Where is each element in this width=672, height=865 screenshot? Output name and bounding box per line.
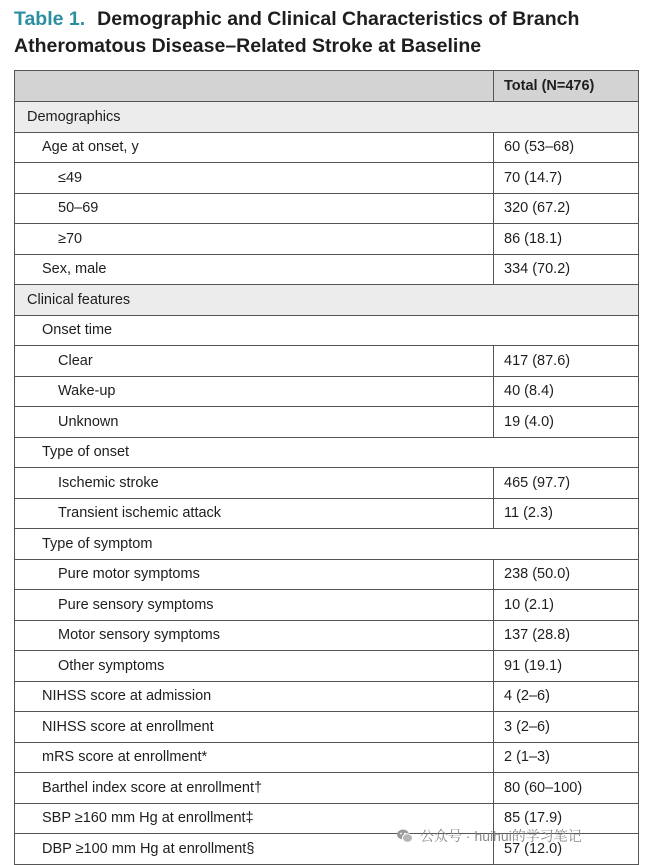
table-row bbox=[15, 163, 639, 194]
row-label: Clinical features bbox=[15, 285, 639, 316]
table-row bbox=[15, 193, 639, 224]
row-label: ≥70 bbox=[15, 224, 494, 255]
row-value: 10 (2.1) bbox=[494, 590, 639, 621]
row-value: 91 (19.1) bbox=[494, 651, 639, 682]
row-value: 417 (87.6) bbox=[494, 346, 639, 377]
row-label: Pure sensory symptoms bbox=[15, 590, 494, 621]
table-title bbox=[14, 6, 664, 60]
row-value: 70 (14.7) bbox=[494, 163, 639, 194]
watermark bbox=[396, 826, 582, 846]
row-value: 11 (2.3) bbox=[494, 498, 639, 529]
row-value: 137 (28.8) bbox=[494, 620, 639, 651]
table-row bbox=[15, 224, 639, 255]
row-value: 60 (53–68) bbox=[494, 132, 639, 163]
section-row bbox=[15, 285, 639, 316]
row-value: 57 (12.0) bbox=[494, 834, 639, 865]
row-label: mRS score at enrollment* bbox=[15, 742, 494, 773]
table-row bbox=[15, 315, 639, 346]
table-row bbox=[15, 376, 639, 407]
row-label: Demographics bbox=[15, 102, 639, 133]
table-caption: Demographic and Clinical Characteristics of Branch Atheromatous Disease–Related Stroke at Baseline bbox=[14, 8, 580, 57]
row-label: NIHSS score at admission bbox=[15, 681, 494, 712]
header-cell-total: Total (N=476) bbox=[494, 71, 639, 102]
section-row bbox=[15, 102, 639, 133]
row-label: ≤49 bbox=[15, 163, 494, 194]
row-label: DBP ≥100 mm Hg at enrollment§ bbox=[15, 834, 494, 865]
row-label: Other symptoms bbox=[15, 651, 494, 682]
row-label: Ischemic stroke bbox=[15, 468, 494, 499]
row-label: Barthel index score at enrollment† bbox=[15, 773, 494, 804]
row-value: 238 (50.0) bbox=[494, 559, 639, 590]
table-row bbox=[15, 437, 639, 468]
row-value: 2 (1–3) bbox=[494, 742, 639, 773]
table-row bbox=[15, 559, 639, 590]
row-label: Transient ischemic attack bbox=[15, 498, 494, 529]
row-value: 4 (2–6) bbox=[494, 681, 639, 712]
table-row bbox=[15, 132, 639, 163]
table-row bbox=[15, 254, 639, 285]
table-row bbox=[15, 590, 639, 621]
header-cell-label bbox=[15, 71, 494, 102]
row-label: Type of symptom bbox=[15, 529, 639, 560]
row-label: Age at onset, y bbox=[15, 132, 494, 163]
row-value: 320 (67.2) bbox=[494, 193, 639, 224]
table-row bbox=[15, 407, 639, 438]
row-label: Onset time bbox=[15, 315, 639, 346]
row-label: 50–69 bbox=[15, 193, 494, 224]
row-label: NIHSS score at enrollment bbox=[15, 712, 494, 743]
table-row bbox=[15, 651, 639, 682]
row-value: 465 (97.7) bbox=[494, 468, 639, 499]
row-value: 86 (18.1) bbox=[494, 224, 639, 255]
table-row bbox=[15, 620, 639, 651]
row-value: 40 (8.4) bbox=[494, 376, 639, 407]
row-value: 19 (4.0) bbox=[494, 407, 639, 438]
row-label: Motor sensory symptoms bbox=[15, 620, 494, 651]
row-label: Type of onset bbox=[15, 437, 639, 468]
table-row bbox=[15, 742, 639, 773]
table-row bbox=[15, 468, 639, 499]
table-row bbox=[15, 498, 639, 529]
row-label: Sex, male bbox=[15, 254, 494, 285]
row-label: SBP ≥160 mm Hg at enrollment‡ bbox=[15, 803, 494, 834]
wechat-icon bbox=[396, 827, 414, 845]
row-label: Pure motor symptoms bbox=[15, 559, 494, 590]
row-label: Wake-up bbox=[15, 376, 494, 407]
table-row bbox=[15, 681, 639, 712]
table-header-row bbox=[15, 71, 639, 102]
characteristics-table bbox=[14, 70, 639, 865]
table-row bbox=[15, 346, 639, 377]
table-row bbox=[15, 529, 639, 560]
table-number: Table 1. bbox=[14, 8, 86, 30]
table-row bbox=[15, 773, 639, 804]
row-label: Unknown bbox=[15, 407, 494, 438]
row-value: 80 (60–100) bbox=[494, 773, 639, 804]
row-value: 85 (17.9) bbox=[494, 803, 639, 834]
row-value: 3 (2–6) bbox=[494, 712, 639, 743]
row-label: Clear bbox=[15, 346, 494, 377]
table-row bbox=[15, 712, 639, 743]
watermark-text: 公众号 · huihui的学习笔记 bbox=[420, 828, 582, 844]
row-value: 334 (70.2) bbox=[494, 254, 639, 285]
